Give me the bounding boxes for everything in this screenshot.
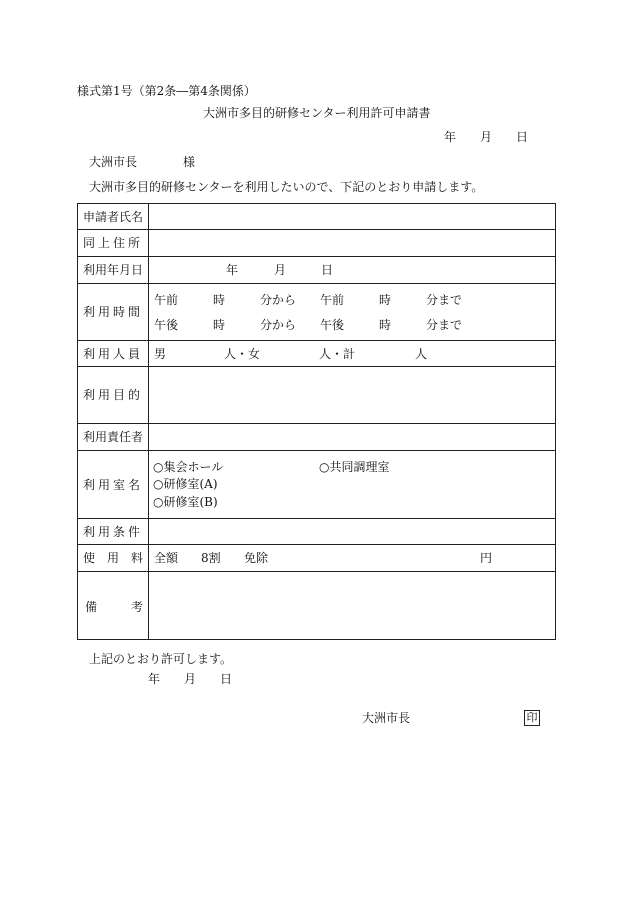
approval-text: 上記のとおり許可します。 bbox=[89, 652, 233, 666]
signer-title: 大洲市長 bbox=[362, 711, 411, 725]
room-option-training-b[interactable]: ○研修室(B) bbox=[153, 495, 218, 509]
room-option-kitchen[interactable]: ○共同調理室 bbox=[319, 460, 390, 474]
time-start-pm: 午後 bbox=[154, 318, 179, 332]
usage-conditions-field[interactable] bbox=[150, 519, 555, 543]
fee-80-percent: 8割 bbox=[201, 551, 221, 565]
approval-date-month: 月 bbox=[184, 672, 197, 686]
header-date-day: 日 bbox=[516, 130, 529, 144]
attendees-label: 利用人員 bbox=[82, 346, 143, 361]
header-date-month: 月 bbox=[480, 130, 493, 144]
header-date-year: 年 bbox=[444, 130, 457, 144]
official-seal-icon: 印 bbox=[524, 710, 540, 726]
room-option-training-a[interactable]: ○研修室(A) bbox=[153, 477, 218, 491]
time-end-hour-pm: 時 bbox=[379, 318, 392, 332]
purpose-label: 利用目的 bbox=[82, 388, 143, 402]
time-end-am: 午前 bbox=[320, 293, 345, 307]
row-divider bbox=[78, 256, 555, 257]
time-start-am: 午前 bbox=[154, 293, 179, 307]
time-start-from-pm: 分から bbox=[260, 318, 297, 332]
responsible-person-label: 利用責任者 bbox=[82, 430, 143, 444]
row-divider bbox=[78, 544, 555, 545]
usage-date-label: 利用年月日 bbox=[82, 263, 143, 277]
time-start-from: 分から bbox=[260, 293, 297, 307]
label-column-divider bbox=[148, 204, 149, 639]
time-end-until: 分まで bbox=[426, 293, 463, 307]
room-name-label: 利用室名 bbox=[82, 477, 143, 492]
application-form-table bbox=[77, 203, 556, 640]
intro-text: 大洲市多目的研修センターを利用したいので、下記のとおり申請します。 bbox=[89, 180, 484, 194]
form-number: 様式第1号（第2条―第4条関係） bbox=[77, 84, 256, 98]
purpose-field[interactable] bbox=[150, 367, 555, 422]
row-divider bbox=[78, 283, 555, 284]
row-divider bbox=[78, 450, 555, 451]
remarks-label-part1: 備 bbox=[85, 600, 98, 614]
attendees-unit: 人 bbox=[415, 347, 428, 361]
attendees-male: 男 bbox=[154, 347, 167, 361]
fee-full: 全額 bbox=[154, 551, 179, 565]
addressee: 大洲市長 bbox=[89, 155, 138, 169]
room-option-hall[interactable]: ○集会ホール bbox=[153, 460, 224, 474]
approval-date-day: 日 bbox=[220, 672, 233, 686]
time-end-pm: 午後 bbox=[320, 318, 345, 332]
address-label: 同上住所 bbox=[82, 236, 143, 250]
time-start-hour: 時 bbox=[213, 293, 226, 307]
usage-date-year: 年 bbox=[226, 263, 239, 277]
fee-exempt: 免除 bbox=[244, 551, 269, 565]
row-divider bbox=[78, 340, 555, 341]
usage-date-day: 日 bbox=[321, 263, 334, 277]
responsible-person-field[interactable] bbox=[150, 424, 555, 449]
usage-conditions-label: 利用条件 bbox=[82, 524, 143, 539]
approval-date-year: 年 bbox=[148, 672, 161, 686]
time-end-until-pm: 分まで bbox=[426, 318, 463, 332]
applicant-name-label: 申請者氏名 bbox=[82, 210, 143, 224]
document-title: 大洲市多目的研修センター利用許可申請書 bbox=[203, 106, 431, 120]
usage-time-label: 利用時間 bbox=[82, 305, 143, 319]
fee-yen: 円 bbox=[480, 551, 493, 565]
attendees-total: 人・計 bbox=[319, 347, 356, 361]
remarks-field[interactable] bbox=[150, 572, 555, 639]
time-start-hour-pm: 時 bbox=[213, 318, 226, 332]
time-end-hour: 時 bbox=[379, 293, 392, 307]
usage-fee-label: 使 用 料 bbox=[82, 551, 143, 565]
remarks-label-part2: 考 bbox=[131, 600, 144, 614]
address-field[interactable] bbox=[150, 230, 555, 255]
attendees-female: 人・女 bbox=[224, 347, 261, 361]
usage-date-month: 月 bbox=[274, 263, 287, 277]
addressee-honorific: 様 bbox=[183, 155, 196, 169]
applicant-name-field[interactable] bbox=[150, 204, 555, 229]
